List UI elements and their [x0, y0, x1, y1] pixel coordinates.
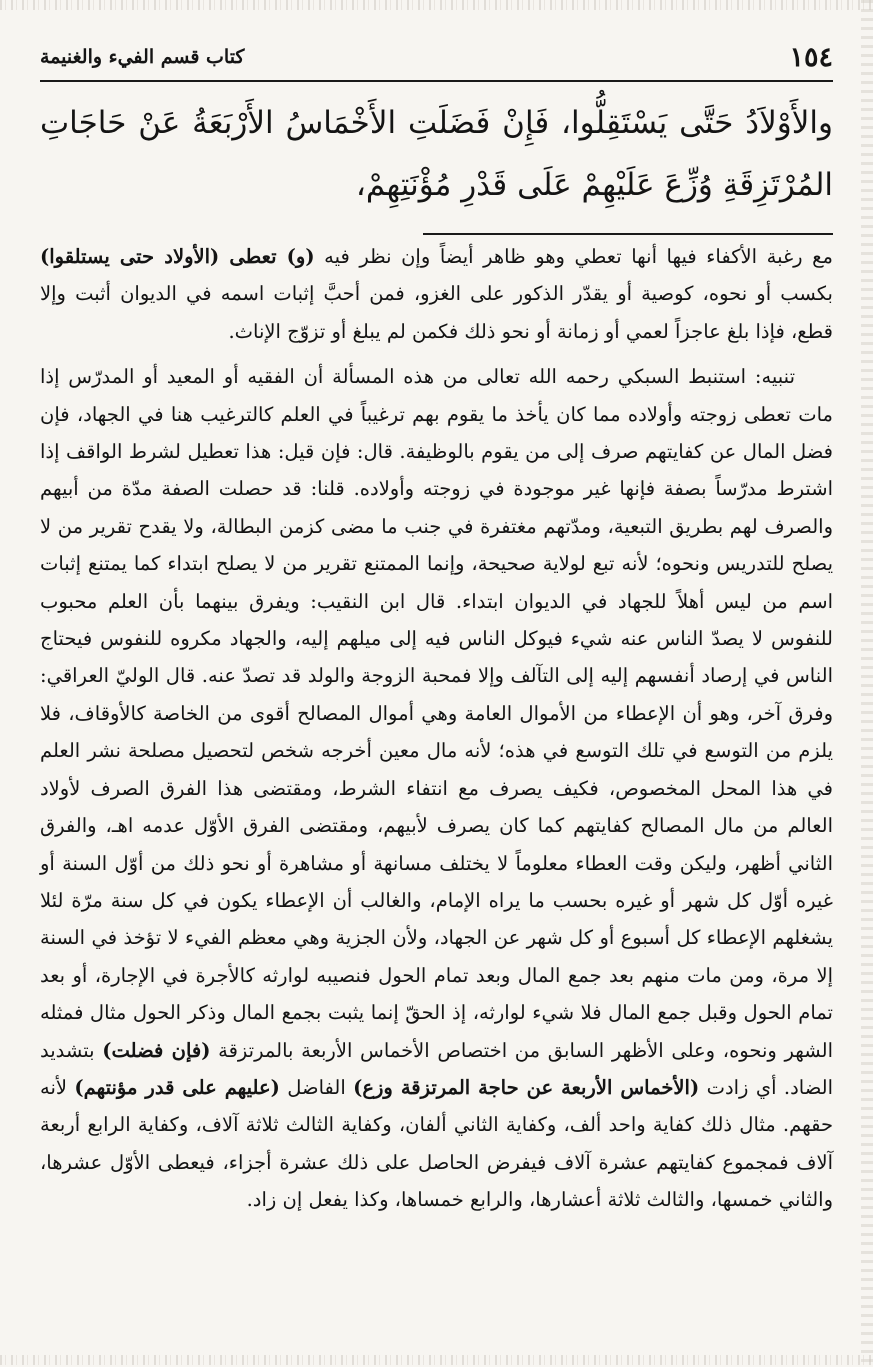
page-header	[40, 40, 833, 82]
commentary-text: بكسب أو نحوه، كوصية أو يقدّر الذكور على الغزو، فمن أحبَّ إثبات اسمه في الديوان أثبت وإلا قطع، فإذا بلغ عاجزاً لعمي أو زمانة أو نحو ذلك فكمن لم يبلغ أو تزوّج الإناث.	[40, 282, 833, 343]
commentary-text: لأنه حقهم. مثال ذلك كفاية واحد ألف، وكفاية الثاني ألفان، وكفاية الثالث ثلاثة آلاف، وكفاية الرابع أربعة آلاف فمجموع كفايتهم عشرة آلاف فيفرض الحاصل على ذلك عشرة أجزاء، فيعطى الأوّل عشرها، والثاني خمسها، والثالث ثلاثة أعشارها، والرابع خمساها، وكذا يفعل إن زاد.	[40, 1075, 833, 1212]
commentary	[40, 238, 833, 1219]
matn-text: والأَوْلاَدُ حَتَّى يَسْتَقِلُّوا، فَإِنْ فَضَلَتِ الأَخْمَاسُ الأَرْبَعَةُ عَنْ حَاجَاتِ المُرْتَزِقَةِ وُزِّعَ عَلَيْهِمْ عَلَى قَدْرِ مُؤْنَتِهِمْ،	[40, 105, 833, 203]
commentary-text: تنبيه: استنبط السبكي رحمه الله تعالى من هذه المسألة أن الفقيه أو المعيد أو المدرّس إذا مات تعطى زوجته وأولاده مما كان يأخذ ما يقوم بهم ترغيباً في العلم كالترغيب هنا في الجهاد، فإن فضل المال عن كفايتهم صرف إلى من يقوم بالوظيفة. قال: فإن قيل: هذا تعطيل لشرط الواقف إذا اشترط مدرّساً بصفة فإنها غير موجودة في زوجته وأولاده. قلنا: قد حصلت الصفة مدّة من أبيهم والصرف لهم بطريق التبعية، ومدّتهم مغتفرة في جنب ما مضى كزمن البطالة، ولا يقدح تقرير من لا يصلح للتدريس ونحوه؛ لأنه تبع لولاية صحيحة، وإنما الممتنع تقرير من لا يصلح ابتداء كما يمتنع إثبات اسم من ليس أهلاً للجهاد في الديوان ابتداء. قال ابن النقيب: ويفرق بينهما بأن العلم محبوب للنفوس لا يصدّ الناس عنه شيء فيوكل الناس فيه إلى ميلهم إليه، والجهاد مكروه للنفوس فيحتاج الناس في إرصاد أنفسهم إليه إلى التآلف وإلا فمحبة الزوجة والولد قد تصدّ عنه. قال الوليّ العراقي: وفرق آخر، وهو أن الإعطاء من الأموال العامة وهي أموال المصالح أقوى من الخاصة كالأوقاف، فلا يلزم من التوسع في تلك التوسع في هذه؛ لأنه مال معين أخرجه شخص لتحصيل مصلحة نشر العلم في هذا المحل المخصوص، فكيف يصرف مع انتفاء الشرط، ومقتضى هذا الفرق الصرف لأولاد العالم من مال المصالح كفايتهم كما كان يصرف لأبيهم، ومقتضى الفرق الأوّل عدمه اهـ، والفرق الثاني أظهر، وليكن وقت العطاء معلوماً لا يختلف مسانهة أو مشاهرة أو نحو ذلك من أوّل السنة أو غيره أوّل كل شهر أو غيره بحسب ما يراه الإمام، والغالب أن الإعطاء يكون في كل سنة مرّة لئلا يشغلهم الإعطاء كل أسبوع أو كل شهر عن الجهاد، ولأن الجزية وهي معظم الفيء لا تؤخذ في السنة إلا مرة، ومن مات منهم بعد جمع المال وبعد تمام الحول فنصيبه لوارثه كالأجرة في الإجارة، أو بعد تمام الحول وقبل جمع المال فلا شيء لوارثه، إذ الحقّ إنما يثبت بجمع المال وذكر الحول مثال فمثله الشهر ونحوه، وعلى الأظهر السابق من اختصاص الأخماس الأربعة بالمرتزقة	[40, 365, 833, 1062]
running-title: كتاب قسم الفيء والغنيمة	[40, 46, 245, 68]
commentary-text: بتشديد الضاد. أي زادت	[40, 1038, 834, 1099]
commentary-text: مع رغبة الأكفاء فيها أنها تعطي وهو ظاهر أيضاً وإن نظر فيه	[314, 245, 833, 268]
bottom-scan-edge	[0, 1355, 873, 1365]
right-scan-edge	[861, 0, 873, 1367]
matn-quote: (فإن فضلت)	[102, 1038, 211, 1062]
top-scan-edge	[0, 0, 873, 10]
matn-quote: (و) تعطى (الأولاد حتى يستلقوا)	[40, 245, 315, 268]
commentary-text: الفاضل	[279, 1075, 354, 1099]
commentary-paragraph	[40, 238, 833, 350]
page-number: ١٥٤	[789, 42, 833, 73]
footnote-divider	[423, 233, 833, 235]
matn-quote: (الأخماس الأربعة عن حاجة المرتزقة وزع)	[353, 1075, 700, 1099]
matn-quote: (عليهم على قدر مؤنتهم)	[74, 1075, 280, 1099]
commentary-paragraph	[40, 358, 833, 1218]
